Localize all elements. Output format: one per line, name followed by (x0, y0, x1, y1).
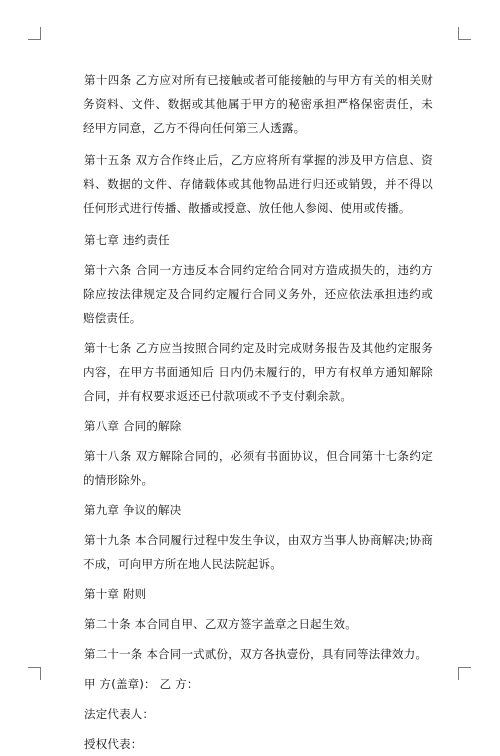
chapter-10-heading: 第十章 附则 (84, 587, 147, 601)
clause-16: 第十六条 合同一方违反本合同约定给合同对方造成损失的，违约方除应按法律规定及合同约定履行合同义务外，还应依法承担违约或赔偿责任。 (83, 263, 433, 325)
clause-21: 第二十一条 本合同一式贰份，双方各执壹份，具有同等法律效力。 (84, 647, 428, 661)
signature-parties: 甲 方(盖章)： 乙 方： (84, 677, 199, 691)
chapter-7-heading: 第七章 违约责任 (84, 233, 170, 247)
clause-19: 第十九条 本合同履行过程中发生争议，由双方当事人协商解决;协商不成，可向甲方所在地人民法院起诉。 (83, 533, 433, 571)
chapter-9-heading: 第九章 争议的解决 (84, 503, 182, 517)
legal-representative: 法定代表人： (84, 707, 155, 721)
crop-mark-bottom-right (458, 667, 471, 680)
crop-mark-bottom-left (28, 667, 41, 680)
clause-14: 第十四条 乙方应对所有已接触或者可能接触的与甲方有关的相关财务资料、文件、数据或其他属于甲方的秘密承担严格保密责任，未经甲方同意，乙方不得向任何第三人透露。 (83, 73, 433, 135)
clause-18: 第十八条 双方解除合同的，必须有书面协议，但合同第十七条约定的情形除外。 (83, 449, 433, 487)
clause-15: 第十五条 双方合作终止后，乙方应将所有掌握的涉及甲方信息、资料、数据的文件、存储载体或其他物品进行归还或销毁，并不得以任何形式进行传播、散播或授意、放任他人参阅、使用或传播。 (83, 153, 433, 215)
crop-mark-top-right (458, 27, 471, 40)
chapter-8-heading: 第八章 合同的解除 (84, 419, 182, 433)
clause-17: 第十七条 乙方应当按照合同约定及时完成财务报告及其他约定服务内容，在甲方书面通知后 日内仍未履行的，甲方有权单方通知解除合同，并有权要求返还已付款项或不予支付剩余款。 (83, 341, 433, 403)
clause-20: 第二十条 本合同自甲、乙双方签字盖章之日起生效。 (84, 617, 357, 631)
authorized-representative: 授权代表： (84, 737, 143, 751)
crop-mark-top-left (28, 27, 41, 40)
document-body (83, 68, 433, 756)
